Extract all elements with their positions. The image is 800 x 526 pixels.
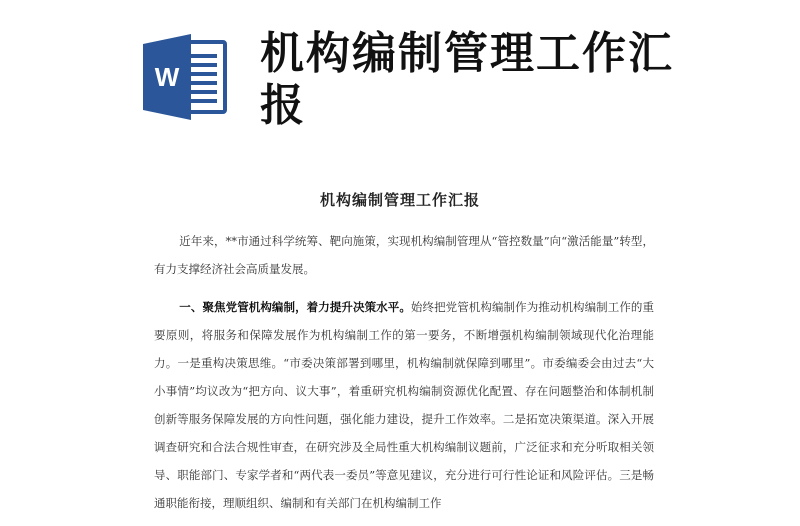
document-page	[112, 167, 688, 526]
document-title: 机构编制管理工作汇报	[319, 191, 480, 209]
document-body	[154, 227, 654, 517]
document-preview	[112, 167, 688, 526]
paragraph-intro: 近年来，**市通过科学统筹、靶向施策，实现机构编制管理从“管控数量”向“激活能量”转型，有力支撑经济社会高质量发展。	[154, 234, 654, 276]
header-banner	[0, 0, 800, 150]
section-heading: 一、聚焦党管机构编制，着力提升决策水平。	[179, 300, 411, 314]
word-icon	[141, 34, 229, 120]
section-text: 始终把党管机构编制作为推动机构编制工作的重要原则，将服务和保障发展作为机构编制工作的第一要务，不断增强机构编制领域现代化治理能力。一是重构决策思维。“市委决策部署到哪里，机构编制就保障到哪里”。市委编委会由过去“大小事情”均议改为“把方向、议大事”，着重研究机构编制资源优化配置、存在问题整治和体制机制创新等服务保障发展的方向性问题，强化能力建设，提升工作效率。二是拓宽决策渠道。深入开展调查研究和合法合规性审查，在研究涉及全局性重大机构编制议题前，广泛征求和充分听取相关领导、职能部门、专家学者和“两代表一委员”等意见建议，充分进行可行性论证和风险评估。三是畅通职能衔接，理顺组织、编制和有关部门在机构编制工作	[154, 300, 655, 510]
paragraph-section-1	[154, 293, 654, 517]
page-title: 机构编制管理工作汇报	[260, 28, 674, 131]
svg-text:W: W	[154, 62, 180, 92]
